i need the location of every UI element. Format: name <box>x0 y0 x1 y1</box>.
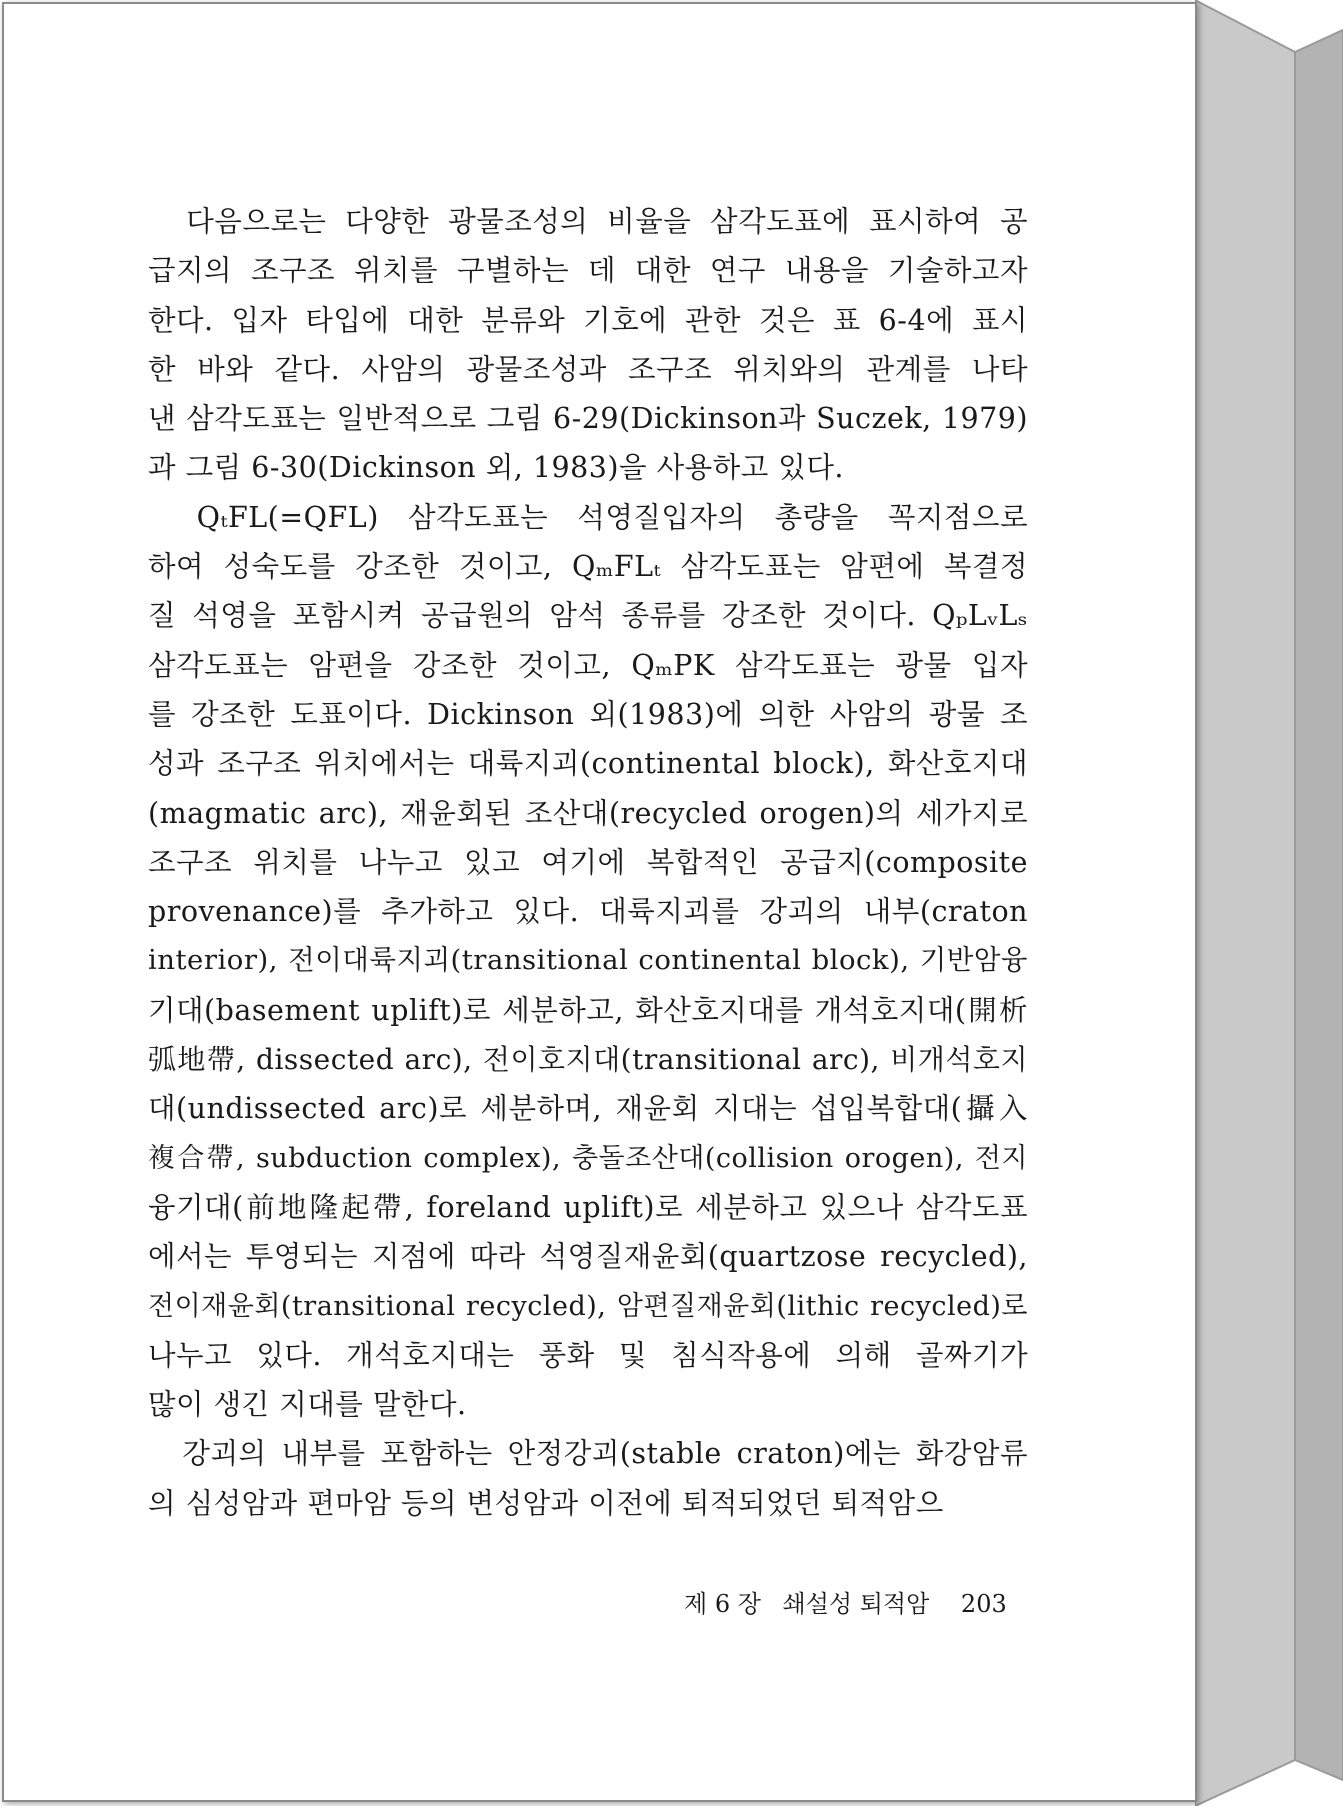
text-line: 한 바와 같다. 사암의 광물조성과 조구조 위치와의 관계를 나타 <box>148 352 1028 386</box>
text-line: 대(undissected arc)로 세분하며, 재윤회 지대는 섭입복합대(攝入 <box>148 1092 1028 1126</box>
text-line: 과 그림 6-30(Dickinson 외, 1983)을 사용하고 있다. <box>148 451 844 485</box>
paragraph <box>148 1429 1028 1528</box>
text-line: 조구조 위치를 나누고 있고 여기에 복합적인 공급지(composite <box>148 845 1028 879</box>
text-line: interior), 전이대륙지괴(transitional continental block), 기반암융 <box>148 944 1028 977</box>
text-line: 강괴의 내부를 포함하는 안정강괴(stable craton)에는 화강암류 <box>148 1437 1028 1471</box>
text-line: 의 심성암과 편마암 등의 변성암과 이전에 퇴적되었던 퇴적암으 <box>148 1486 944 1520</box>
text-line: 複合帶, subduction complex), 충돌조산대(collision orogen), 전지 <box>148 1142 1028 1174</box>
text-line: 전이재윤회(transitional recycled), 암편질재윤회(lithic recycled)로 <box>148 1290 1028 1322</box>
footer-chapter: 제 6 장 <box>684 1590 761 1618</box>
footer-title: 쇄설성 퇴적암 <box>782 1590 930 1618</box>
text-line: 다음으로는 다양한 광물조성의 비율을 삼각도표에 표시하여 공 <box>148 205 1028 238</box>
page-footer <box>684 1584 1007 1619</box>
text-line: 기대(basement uplift)로 세분하고, 화산호지대를 개석호지대(開析 <box>148 993 1028 1027</box>
page-number: 203 <box>960 1590 1007 1618</box>
text-line: provenance)를 추가하고 있다. 대륙지괴를 강괴의 내부(craton <box>148 895 1028 929</box>
text-line: 한다. 입자 타입에 대한 분류와 기호에 관한 것은 표 6-4에 표시 <box>148 303 1028 337</box>
text-line: (magmatic arc), 재윤회된 조산대(recycled orogen)의 세가지로 <box>148 796 1028 830</box>
text-line: 성과 조구조 위치에서는 대륙지괴(continental block), 화산호지대 <box>148 747 1028 781</box>
body-text <box>148 197 1028 1528</box>
text-line: 에서는 투영되는 지점에 따라 석영질재윤회(quartzose recycled), <box>148 1240 1028 1274</box>
text-line: 융기대(前地隆起帶, foreland uplift)로 세분하고 있으나 삼각도표 <box>148 1190 1028 1224</box>
text-line: 많이 생긴 지대를 말한다. <box>148 1388 467 1422</box>
text-line: 하여 성숙도를 강조한 것이고, QₘFLₜ 삼각도표는 암편에 복결정 <box>148 550 1028 584</box>
text-line: 급지의 조구조 위치를 구별하는 데 대한 연구 내용을 기술하고자 <box>148 254 1028 288</box>
text-line: 낸 삼각도표는 일반적으로 그림 6-29(Dickinson과 Suczek, 1979) <box>148 402 1028 436</box>
book-page-edge <box>1195 0 1343 1806</box>
text-line: 나누고 있다. 개석호지대는 풍화 및 침식작용에 의해 골짜기가 <box>148 1338 1028 1372</box>
paragraph <box>148 197 1028 493</box>
text-line: 삼각도표는 암편을 강조한 것이고, QₘPK 삼각도표는 광물 입자 <box>148 648 1028 682</box>
paragraph <box>148 493 1028 1430</box>
text-line: 질 석영을 포함시켜 공급원의 암석 종류를 강조한 것이다. QₚLᵥLₛ <box>148 599 1028 633</box>
text-line: 弧地帶, dissected arc), 전이호지대(transitional arc), 비개석호지 <box>148 1043 1028 1077</box>
text-line: QₜFL(=QFL) 삼각도표는 석영질입자의 총량을 꼭지점으로 <box>148 500 1028 534</box>
text-line: 를 강조한 도표이다. Dickinson 외(1983)에 의한 사암의 광물 조 <box>148 697 1028 731</box>
book-page <box>2 2 1197 1802</box>
